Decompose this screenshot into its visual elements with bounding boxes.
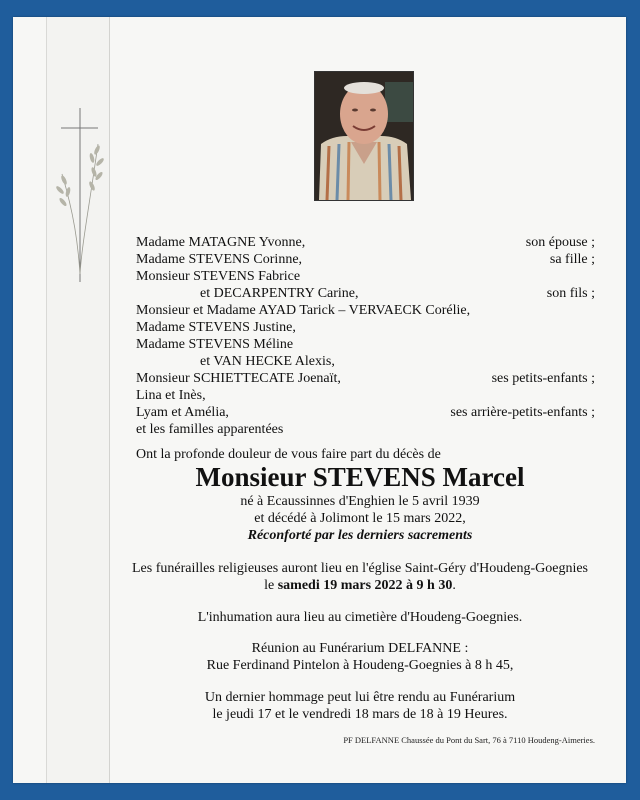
announcement-intro: Ont la profonde douleur de vous faire part du décès de <box>136 447 441 462</box>
funeral-home-footer: PF DELFANNE Chaussée du Pont du Sart, 76 à 7110 Houdeng-Aimeries. <box>343 735 595 745</box>
family-name: Madame MATAGNE Yvonne, <box>136 235 306 250</box>
family-name: Monsieur et Madame AYAD Tarick – VERVAECK Corélie, <box>136 303 471 318</box>
homage-line: Un dernier hommage peut lui être rendu au Funérarium <box>204 690 516 705</box>
funeral-date: samedi 19 mars 2022 à 9 h 30 <box>277 578 453 593</box>
family-name: et les familles apparentées <box>136 422 284 437</box>
birth-line: né à Ecaussinnes d'Enghien le 5 avril 1939 <box>240 494 480 509</box>
family-relation: sa fille ; <box>549 252 595 267</box>
sacraments-line: Réconforté par les derniers sacrements <box>247 528 473 543</box>
burial-line: L'inhumation aura lieu au cimetière d'Houdeng-Goegnies. <box>197 610 523 625</box>
homage-times: le jeudi 17 et le vendredi 18 mars de 18 à 19 Heures. <box>212 707 508 722</box>
family-name: Madame STEVENS Corinne, <box>136 252 303 267</box>
funeral-date-line <box>120 578 600 594</box>
family-name: et VAN HECKE Alexis, <box>200 354 335 369</box>
family-name: Madame STEVENS Justine, <box>136 320 296 335</box>
family-name: Lyam et Amélia, <box>136 405 229 420</box>
portrait-photo <box>314 71 414 201</box>
family-name: et DECARPENTRY Carine, <box>200 286 359 301</box>
family-name: Lina et Inès, <box>136 388 206 403</box>
family-relation: ses petits-enfants ; <box>491 371 595 386</box>
family-name: Monsieur SCHIETTECATE Joenaït, <box>136 371 341 386</box>
gathering-line: Réunion au Funérarium DELFANNE : <box>251 641 469 656</box>
deceased-name: Monsieur STEVENS Marcel <box>195 462 525 492</box>
family-relation: son fils ; <box>546 286 595 301</box>
funeral-line: Les funérailles religieuses auront lieu en l'église Saint-Géry d'Houdeng-Goegnies <box>131 561 589 576</box>
family-name: Madame STEVENS Méline <box>136 337 294 352</box>
family-name: Monsieur STEVENS Fabrice <box>136 269 301 284</box>
death-line: et décédé à Jolimont le 15 mars 2022, <box>254 511 466 526</box>
cross-with-wheat-icon <box>52 104 108 284</box>
funeral-date-prefix: le <box>264 578 278 593</box>
gathering-address: Rue Ferdinand Pintelon à Houdeng-Goegnies à 8 h 45, <box>206 658 514 673</box>
family-relation: son épouse ; <box>525 235 595 250</box>
family-relation: ses arrière-petits-enfants ; <box>450 405 595 420</box>
funeral-date-suffix: . <box>452 578 456 593</box>
